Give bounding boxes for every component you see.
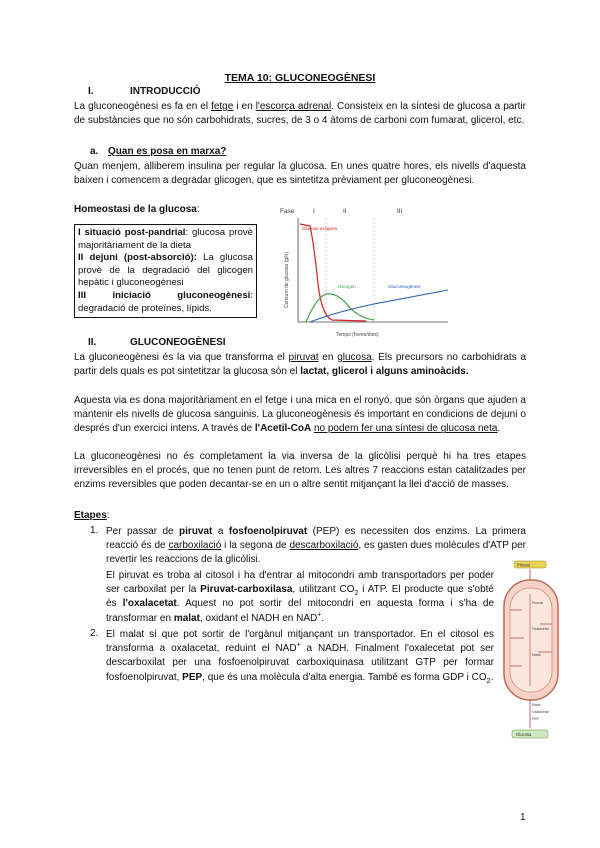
insulin-paragraph: Quan menjem, alliberem insulina per regular la glucosa. En unes quatre hores, els nivells d'aquesta baixen i comencem a degradar glicogen, que es sintetitza prèviament per gluconeogènesi. (74, 161, 526, 187)
exogenous-glucose-curve (300, 224, 366, 321)
figure-label: Piruvat (532, 601, 543, 605)
legend-glycogen: Glicogen (338, 284, 356, 289)
legend-gng: Gluconeogènesi (388, 284, 421, 289)
chart-phase-2: II (343, 208, 347, 215)
subsection-a-heading (90, 146, 226, 157)
chart-phase-3: III (397, 208, 403, 215)
chart-y-label: Consum de glucosa (g/h) (284, 252, 290, 308)
step-2-text: El malat sí que pot sortir de l'orgànul mitjançant un transportador. En el citosol es transforma a oxalacetat, reduint el NAD+ a NADH. Finalment l'oxalecetat pot ser descarboxilat per una fosfoenolpiruvat carboxiquinasa utilitzant GTP per formar fosfoenolpiruvat, PEP, que és una molècula d'alta energia. També es forma GDP i $CO_2$. (106, 629, 494, 685)
gng-paragraph-3: La gluconeogènesi no és completament la via inversa de la glicòlisi perquè hi ha tres etapes irreversibles en el procés, que no tenen punt de retorn. Les altres 7 reaccions estan catalitzades per enzims reversibles que poden decantar-se en un o altre sentit mitjançant la llei d'acció de masses. (74, 451, 526, 491)
phase-2-text: II dejuni (post-absorció): La glucosa provè de la degradació del glicogen hepàtic i gluconeogènesi (78, 252, 253, 289)
figure-bottom-label: Glucosa (516, 732, 532, 737)
section-2-number: II. (88, 337, 97, 348)
glucose-homeostasis-chart (276, 204, 452, 342)
figure-label: Malat (532, 653, 541, 657)
legend-exogenous: Glucosa exògena (302, 226, 338, 231)
chart-phase-label: Fase (280, 208, 295, 215)
etapes-label: Etapes: (74, 510, 110, 521)
mitochondrion-inner (510, 588, 552, 692)
section-1-number: I. (88, 86, 94, 97)
step-1-detail: El piruvat es troba al citosol i ha d'entrar al mitocondri amb transportadors per poder ser carboxilat per la Piruvat-carboxilasa, utilitzant $CO_2$ i ATP. El producte que s'obté és l'oxalacetat. Aquest no pot sortir del mitocondri en aquesta forma i s'ha de transformar en malat, oxidant el NADH en NAD+. (106, 570, 494, 624)
chart-x-label: Temps (hores/dies) (336, 332, 379, 338)
section-1-heading (88, 86, 201, 97)
phase-1-text: I situació post-pandrial: glucosa provè majoritàriament de la dieta (78, 227, 254, 251)
subsection-a-title: Quan es posa en marxa? (108, 146, 227, 157)
intro-paragraph: La gluconeogènesi es fa en el fetge i en l'escorça adrenal. Consisteix en la síntesi de glucosa a partir de substàncies que no són carbohidrats, sucres, de 3 o 4 àtoms de carboni com fumarat, glicerol, etc. (74, 101, 526, 127)
figure-label: Oxalacetat (532, 627, 549, 631)
gng-paragraph-2: Aquesta via es dona majoritàriament en el fetge i una mica en el ronyó, que són òrgans que ajuden a mantenir els nivells de glucosa sanguinis. La gluconeogènesis és important en condicions de dejuni o després d'un exercici intens. A través de l'Acetil-CoA no podem fer una síntesi de glucosa neta. (74, 395, 526, 435)
mitochondria-figure (500, 560, 562, 740)
section-1-title: INTRODUCCIÓ (130, 86, 201, 97)
step-1-text: Per passar de piruvat a fosfoenolpiruvat (PEP) es necessiten dos enzims. La primera reacció és de carboxilació i la segona de descarboxilació, es gasten dues molècules d'ATP per revertir les reaccions de la glicòlisi. (106, 526, 527, 566)
page-number: 1 (520, 812, 526, 823)
page-title: TEMA 10: GLUCONEOGÈNESI (224, 72, 376, 84)
phases-box (74, 224, 257, 318)
phase-3-text: III iniciació gluconeogènesi: degradació de proteïnes, lípids. (78, 289, 253, 314)
section-2-title: GLUCONEOGÈNESI (130, 337, 226, 348)
section-2-heading (88, 337, 226, 348)
figure-label: PEP (532, 717, 540, 721)
gluconeogenesis-curve (310, 290, 448, 322)
step-1-number: 1. (90, 525, 99, 536)
figure-top-label: Piruvat (517, 562, 531, 568)
subsection-a-letter: a. (90, 146, 99, 157)
chart-phase-1: I (313, 208, 315, 215)
gng-paragraph-1: La gluconeogènesi és la via que transforma el piruvat en glucosa. Els precursors no carbohidrats a partir dels quals es pot sintetitzar la glucosa són el lactat, glicerol i alguns aminoàcids. (74, 352, 527, 378)
figure-label: Malat (532, 703, 541, 707)
homeostasis-label: Homeostasi de la glucosa: (74, 204, 200, 215)
glycogen-curve (306, 294, 374, 322)
figure-label: Oxalacetat (532, 710, 549, 714)
step-2-number: 2. (90, 628, 99, 639)
